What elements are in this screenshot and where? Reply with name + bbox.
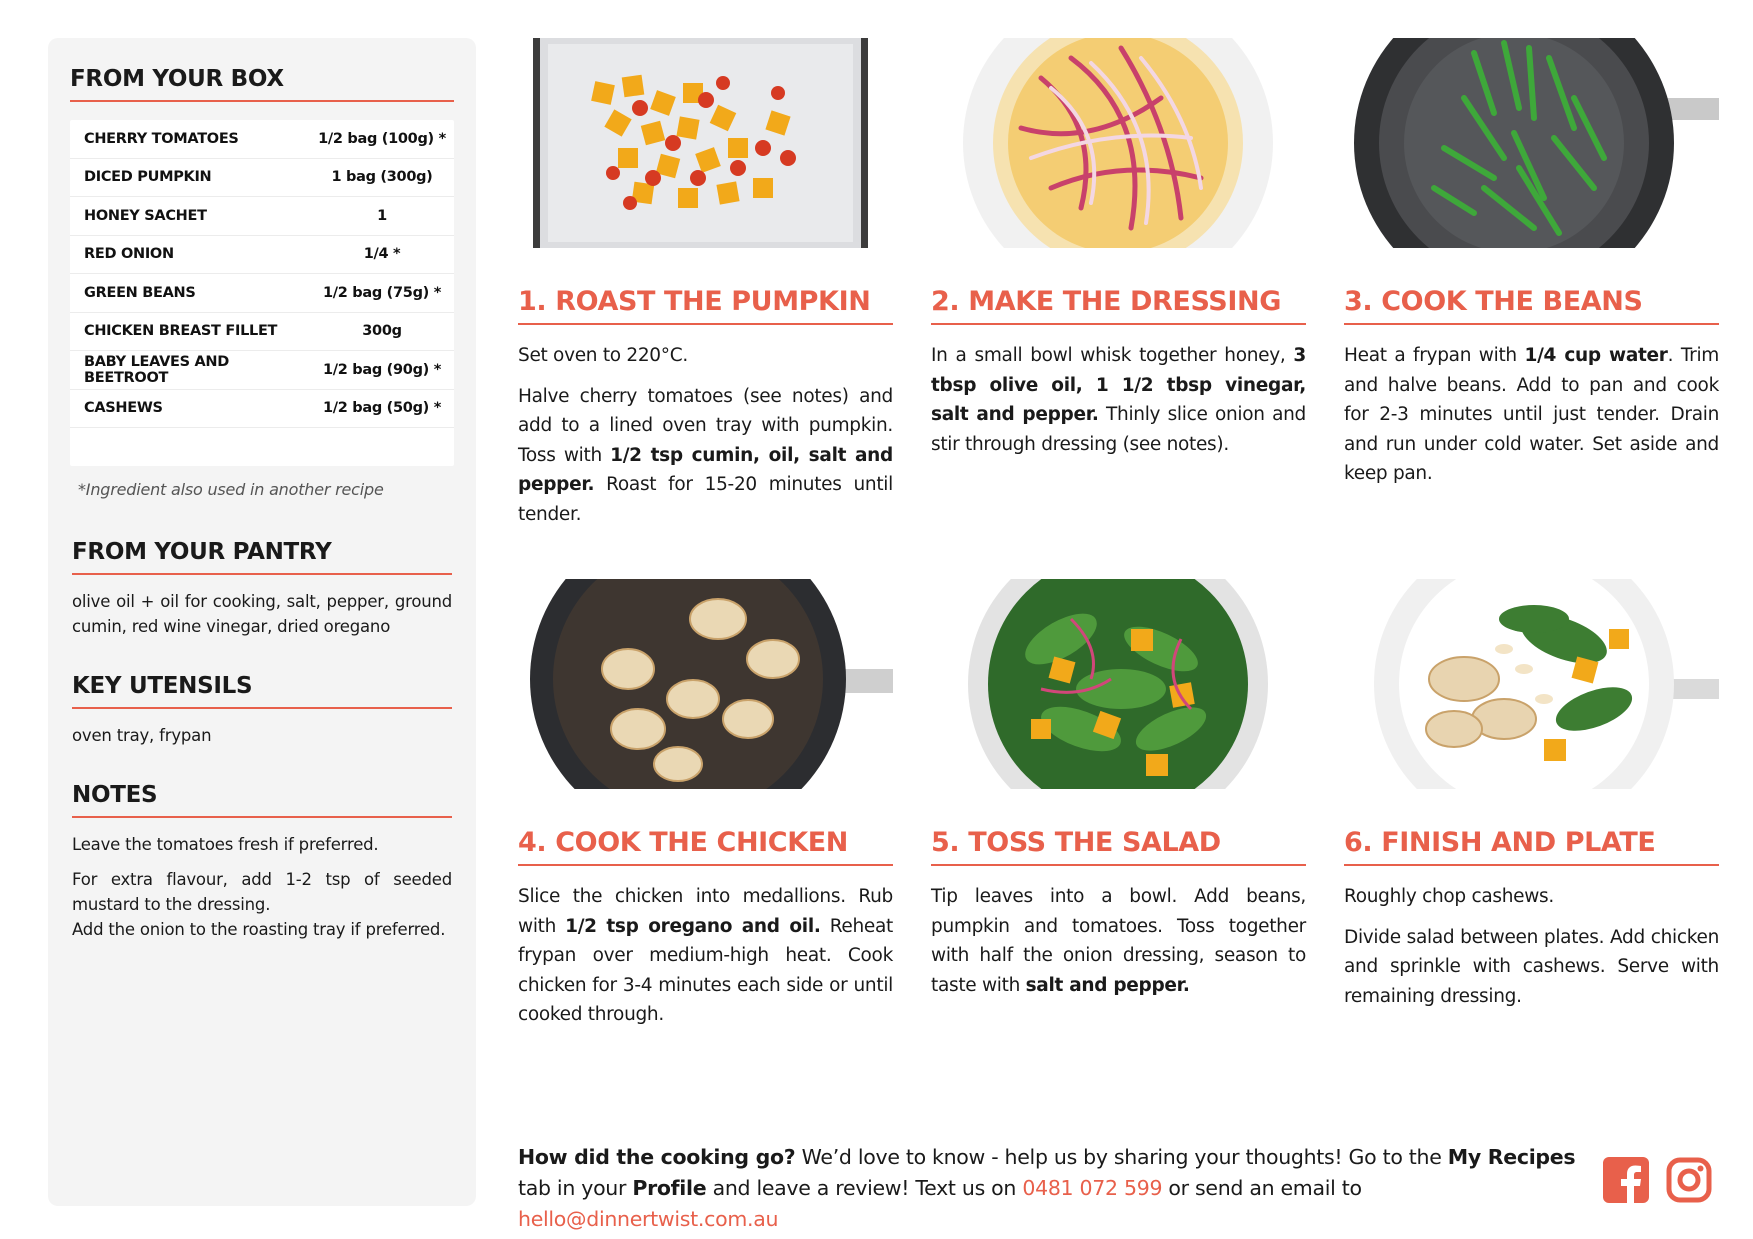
note-item: Add the onion to the roasting tray if preferred. xyxy=(72,920,446,939)
step-2 xyxy=(931,38,1306,459)
pantry-title: FROM YOUR PANTRY xyxy=(72,539,452,575)
table-row-empty xyxy=(70,428,454,466)
ingredient-qty: 1/2 bag (50g) * xyxy=(322,400,442,417)
step-6-title: 6. FINISH AND PLATE xyxy=(1344,827,1719,866)
ingredient-qty: 1/2 bag (90g) * xyxy=(322,361,442,378)
step-3-title: 3. COOK THE BEANS xyxy=(1344,286,1719,325)
step-3-body xyxy=(1344,341,1719,489)
footer-my-recipes: My Recipes xyxy=(1447,1145,1576,1169)
ingredient-name: RED ONION xyxy=(84,246,174,263)
step-6 xyxy=(1344,579,1719,1011)
table-row xyxy=(70,313,454,352)
step-2-bold: 3 tbsp olive oil, 1 1/2 tbsp vinegar, salt and pepper. xyxy=(931,345,1306,425)
step-1-bold: 1/2 tsp cumin, oil, salt and pepper. xyxy=(518,444,893,495)
ingredient-name: DICED PUMPKIN xyxy=(84,169,212,186)
ingredient-name: HONEY SACHET xyxy=(84,207,207,224)
step-5-bold: salt and pepper. xyxy=(1025,974,1190,996)
roast-tray-image xyxy=(518,38,893,248)
step-4-text: Slice the chicken into medallions. Rub with 1/2 tsp oregano and oil. Reheat frypan over medium-high heat. Cook chicken for 3-4 minutes each side or until cooked through. xyxy=(518,886,893,1025)
box-ingredients-table xyxy=(70,120,454,466)
email-link[interactable]: hello@dinnertwist.com.au xyxy=(518,1207,779,1231)
step-4-title: 4. COOK THE CHICKEN xyxy=(518,827,893,866)
pantry-section xyxy=(70,539,454,639)
ingredient-qty: 1 xyxy=(377,207,387,224)
step-6-text: Divide salad between plates. Add chicken and sprinkle with cashews. Serve with remaining dressing. xyxy=(1344,926,1719,1007)
step-6-body xyxy=(1344,882,1719,1011)
step-5-text: Tip leaves into a bowl. Add beans, pumpkin and tomatoes. Toss together with half the onion dressing, season to taste with salt and pepper. xyxy=(931,886,1306,996)
phone-link[interactable]: 0481 072 599 xyxy=(1022,1176,1163,1200)
utensils-title: KEY UTENSILS xyxy=(72,673,452,709)
step-3-photo xyxy=(1344,38,1719,248)
table-row xyxy=(70,197,454,236)
step-5 xyxy=(931,579,1306,1000)
step-2-text: In a small bowl whisk together honey, 3 tbsp olive oil, 1 1/2 tbsp vinegar, salt and pepper. Thinly slice onion and stir through dressing (see notes). xyxy=(931,345,1306,455)
ingredient-qty: 300g xyxy=(362,323,402,340)
ingredient-name: CASHEWS xyxy=(84,400,163,417)
plated-dish-image xyxy=(1344,579,1719,789)
ingredient-qty: 1/4 * xyxy=(363,246,401,263)
step-2-photo xyxy=(931,38,1306,248)
notes-title: NOTES xyxy=(72,782,452,818)
footer-profile: Profile xyxy=(632,1176,707,1200)
note-item: For extra flavour, add 1-2 tsp of seeded mustard to the dressing. xyxy=(72,870,452,914)
ingredient-footnote: *Ingredient also used in another recipe xyxy=(78,480,384,499)
step-3-bold: 1/4 cup water xyxy=(1524,345,1668,366)
ingredient-name: CHERRY TOMATOES xyxy=(84,130,239,147)
facebook-icon[interactable] xyxy=(1603,1157,1649,1203)
utensils-text: oven tray, frypan xyxy=(72,726,212,745)
step-3-text: Heat a frypan with 1/4 cup water. Trim and halve beans. Add to pan and cook for 2-3 minutes until just tender. Drain and run under cold water. Set aside and keep pan. xyxy=(1344,345,1720,484)
step-6-photo xyxy=(1344,579,1719,789)
beans-pan-image xyxy=(1344,38,1719,248)
instagram-icon[interactable] xyxy=(1666,1157,1712,1203)
step-5-body xyxy=(931,882,1306,1000)
step-3 xyxy=(1344,38,1719,489)
ingredients-sidebar xyxy=(48,38,476,1206)
dressing-bowl-image xyxy=(931,38,1306,248)
step-1-text: Set oven to 220°C. xyxy=(518,345,688,366)
step-4 xyxy=(518,579,893,1030)
step-4-body xyxy=(518,882,893,1030)
step-5-title: 5. TOSS THE SALAD xyxy=(931,827,1306,866)
table-row xyxy=(70,274,454,313)
step-2-body xyxy=(931,341,1306,459)
step-4-bold: 1/2 tsp oregano and oil. xyxy=(565,915,821,937)
ingredient-name: CHICKEN BREAST FILLET xyxy=(84,323,278,340)
step-1-title: 1. ROAST THE PUMPKIN xyxy=(518,286,893,325)
table-row xyxy=(70,120,454,159)
ingredient-name: BABY LEAVES AND BEETROOT xyxy=(84,353,229,386)
ingredient-name: GREEN BEANS xyxy=(84,284,196,301)
table-row xyxy=(70,351,454,390)
step-5-photo xyxy=(931,579,1306,789)
footer-question: How did the cooking go? xyxy=(518,1145,796,1169)
ingredient-qty: 1 bag (300g) xyxy=(331,169,433,186)
step-6-text: Roughly chop cashews. xyxy=(1344,886,1554,907)
pantry-text: olive oil + oil for cooking, salt, pepper, ground cumin, red wine vinegar, dried oregano xyxy=(72,592,452,636)
step-1-photo xyxy=(518,38,893,248)
box-title: FROM YOUR BOX xyxy=(70,66,454,102)
step-2-title: 2. MAKE THE DRESSING xyxy=(931,286,1306,325)
notes-section xyxy=(70,782,454,942)
note-item: Leave the tomatoes fresh if preferred. xyxy=(72,835,379,854)
ingredient-qty: 1/2 bag (75g) * xyxy=(322,284,442,301)
salad-bowl-image xyxy=(931,579,1306,789)
chicken-pan-image xyxy=(518,579,893,789)
table-row xyxy=(70,159,454,198)
ingredient-qty: 1/2 bag (100g) * xyxy=(318,130,446,147)
step-1-text: Halve cherry tomatoes (see notes) and add to a lined oven tray with pumpkin. Toss with 1/2 tsp cumin, oil, salt and pepper. Roast for 15-20 minutes until tender. xyxy=(518,385,893,525)
table-row xyxy=(70,390,454,429)
table-row xyxy=(70,236,454,275)
step-1 xyxy=(518,38,893,529)
step-1-body xyxy=(518,341,893,529)
step-4-photo xyxy=(518,579,893,789)
utensils-section xyxy=(70,673,454,748)
feedback-footer: How did the cooking go? We’d love to know - help us by sharing your thoughts! Go to the My Recipes tab in your Profile and leave a review! Text us on 0481 072 599 or send an email to hello@dinnertwist.com.au xyxy=(518,1145,1576,1231)
